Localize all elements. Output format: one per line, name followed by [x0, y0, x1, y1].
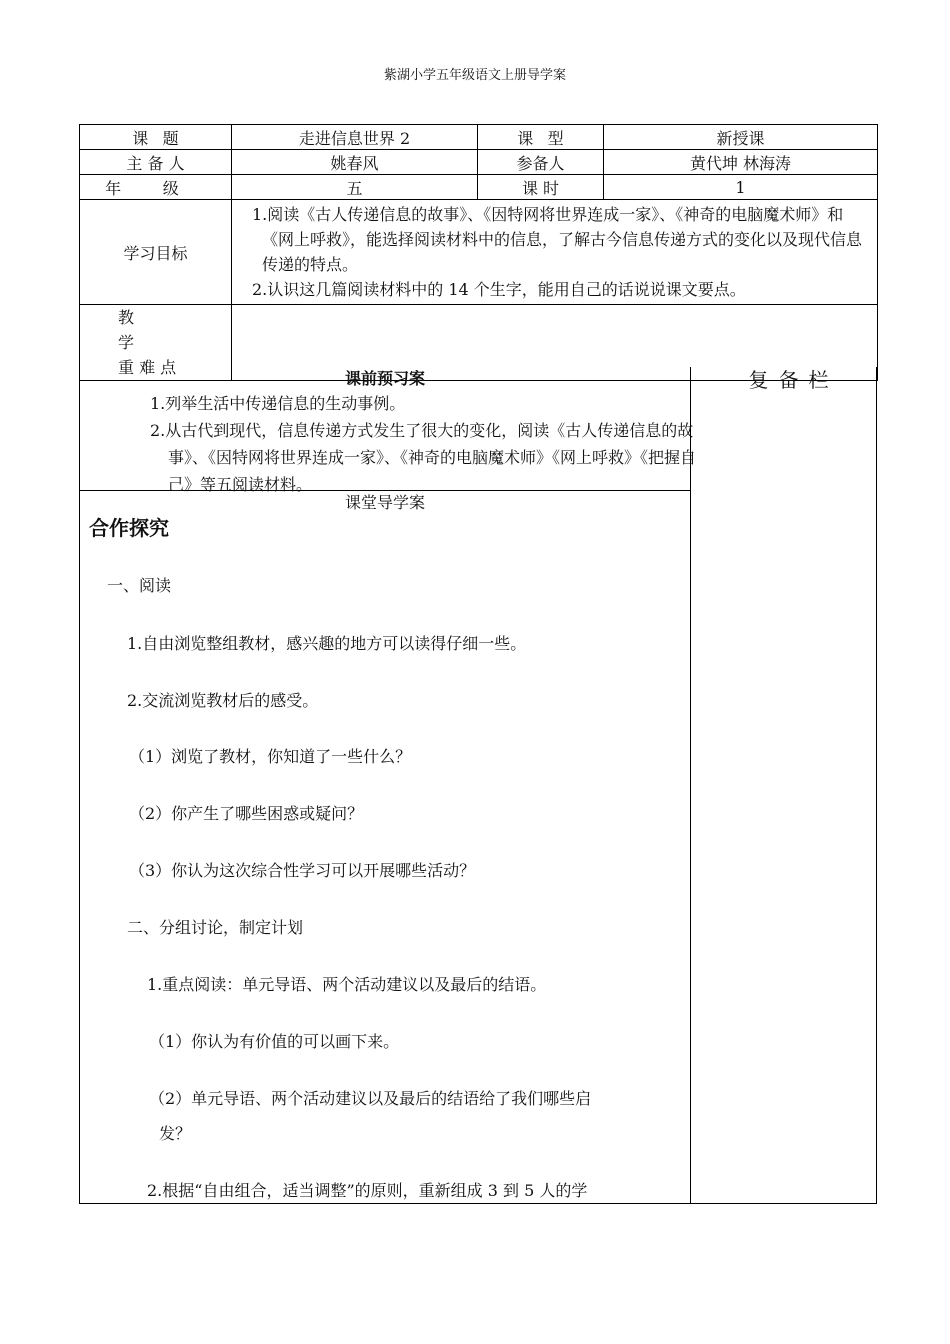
preview-section: [80, 367, 697, 498]
goal-item: 2.认识这几篇阅读材料中的 14 个生字，能用自己的话说说课文要点。: [252, 280, 746, 299]
value-topic: 走进信息世界 2: [232, 125, 478, 150]
preview-title: 课前预习案: [344, 369, 425, 388]
body-line: （3）你认为这次综合性学习可以开展哪些活动？: [129, 861, 476, 880]
section-heading: 二、分组讨论，制定计划: [127, 918, 304, 937]
label-main-preparer: 主 备 人: [80, 150, 232, 175]
value-periods: 1: [604, 175, 878, 200]
body-line: （1）你认为有价值的可以画下来。: [149, 1032, 400, 1051]
classroom-title: 课堂导学案: [344, 493, 425, 512]
label-co-preparers: 参备人: [478, 150, 604, 175]
body-line: （2）你产生了哪些困惑或疑问？: [129, 804, 364, 823]
preview-item: 2.从古代到现代，信息传递方式发生了很大的变化，阅读《古人传递信息的故事》、《因特网将世界连成一家》、《神奇的电脑魔术师》《网上呼救》《把握自己》等五阅读材料。: [150, 421, 697, 494]
body-line: 发？: [159, 1124, 192, 1143]
label-periods: 课 时: [478, 175, 604, 200]
label-key-points: 教 学 重 难 点: [80, 305, 232, 381]
lesson-info-table: [79, 124, 878, 381]
label-grade: 年级: [80, 175, 232, 200]
cooperative-heading: 合作探究: [89, 516, 169, 540]
value-co-preparers: 黄代坤 林海涛: [604, 150, 878, 175]
learning-goals: [232, 200, 878, 305]
review-column-title: 复备栏: [748, 368, 839, 392]
body-line: 2.根据“自由组合，适当调整”的原则，重新组成 3 到 5 人的学: [147, 1181, 588, 1200]
lesson-body: [79, 367, 877, 1204]
body-line: （1）浏览了教材，你知道了一些什么？: [129, 747, 412, 766]
body-line: 1.重点阅读：单元导语、两个活动建议以及最后的结语。: [147, 975, 547, 994]
body-line: （2）单元导语、两个活动建议以及最后的结语给了我们哪些启: [149, 1089, 592, 1108]
goal-item: 1.阅读《古人传递信息的故事》、《因特网将世界连成一家》、《神奇的电脑魔术师》和《网上呼救》，能选择阅读材料中的信息，了解古今信息传递方式的变化以及现代信息传递的特点。: [252, 205, 863, 274]
body-line: 2.交流浏览教材后的感受。: [127, 691, 319, 710]
label-lesson-type: 课型: [478, 125, 604, 150]
value-grade: 五: [232, 175, 478, 200]
page-header: 紫湖小学五年级语文上册导学案: [383, 68, 566, 83]
value-main-preparer: 姚春风: [232, 150, 478, 175]
preview-item: 1.列举生活中传递信息的生动事例。: [150, 394, 406, 413]
body-line: 1.自由浏览整组教材，感兴趣的地方可以读得仔细一些。: [127, 634, 527, 653]
section-heading: 一、阅读: [107, 576, 172, 595]
value-lesson-type: 新授课: [604, 125, 878, 150]
label-learning-goals: 学习目标: [80, 200, 232, 305]
label-topic: 课题: [80, 125, 232, 150]
